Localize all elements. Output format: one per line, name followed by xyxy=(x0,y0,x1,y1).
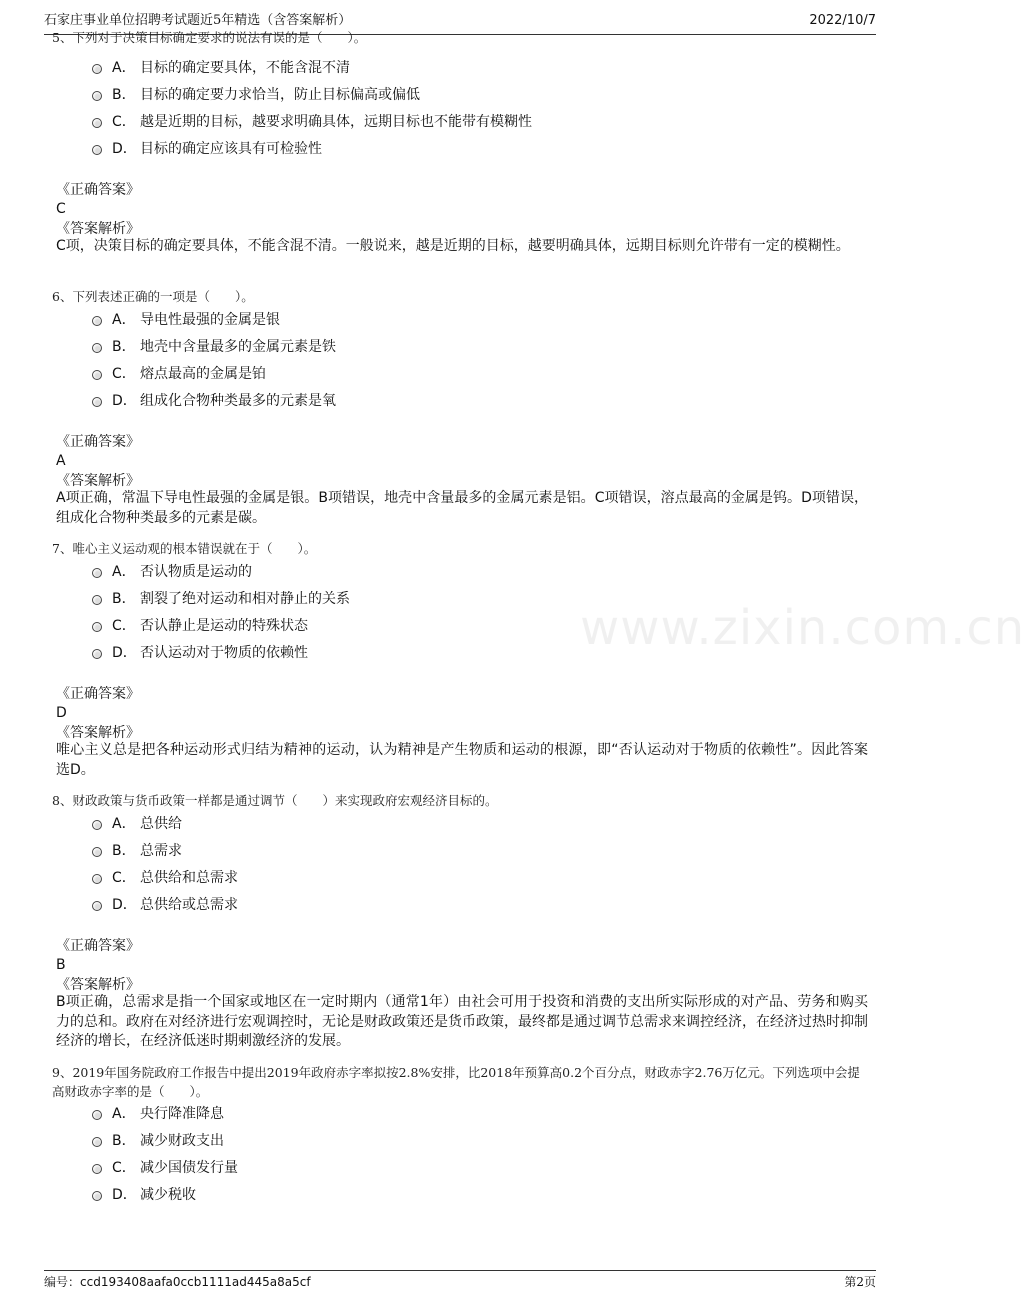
option-d[interactable]: D． 组成化合物种类最多的元素是氧 xyxy=(92,390,336,412)
radio-icon[interactable] xyxy=(92,370,102,380)
option-d[interactable]: D． 总供给或总需求 xyxy=(92,894,238,916)
correct-answer-label: 《正确答案》 xyxy=(56,938,140,954)
analysis-label: 《答案解析》 xyxy=(56,473,140,489)
radio-icon[interactable] xyxy=(92,901,102,911)
radio-icon[interactable] xyxy=(92,1164,102,1174)
option-b[interactable]: B． 目标的确定要力求恰当，防止目标偏高或偏低 xyxy=(92,84,420,106)
radio-icon[interactable] xyxy=(92,91,102,101)
correct-answer-label: 《正确答案》 xyxy=(56,686,140,702)
radio-icon[interactable] xyxy=(92,874,102,884)
answer-explanation: C项，决策目标的确定要具体，不能含混不清。一般说来，越是近期的目标，越要明确具体，远期目标则允许带有一定的模糊性。 xyxy=(56,238,850,254)
correct-answer: C xyxy=(56,201,66,217)
option-c[interactable]: C． 否认静止是运动的特殊状态 xyxy=(92,615,308,637)
document-date: 2022/10/7 xyxy=(809,13,876,28)
radio-icon[interactable] xyxy=(92,1191,102,1201)
option-a[interactable]: A． 央行降准降息 xyxy=(92,1103,224,1125)
radio-icon[interactable] xyxy=(92,1137,102,1147)
question-title: 7、唯心主义运动观的根本错误就在于（ ）。 xyxy=(52,541,317,556)
option-b[interactable]: B． 割裂了绝对运动和相对静止的关系 xyxy=(92,588,350,610)
radio-icon[interactable] xyxy=(92,820,102,830)
analysis-label: 《答案解析》 xyxy=(56,725,140,741)
radio-icon[interactable] xyxy=(92,622,102,632)
correct-answer: D xyxy=(56,705,67,721)
radio-icon[interactable] xyxy=(92,1110,102,1120)
radio-icon[interactable] xyxy=(92,64,102,74)
watermark: www.zixin.com.cn xyxy=(580,600,1025,656)
correct-answer: B xyxy=(56,957,66,973)
question-title: 5、下列对于决策目标确定要求的说法有误的是（ ）。 xyxy=(52,30,367,45)
option-a[interactable]: A． 否认物质是运动的 xyxy=(92,561,252,583)
answer-explanation: 唯心主义总是把各种运动形式归结为精神的运动，认为精神是产生物质和运动的根源，即“否认运动对于物质的依赖性”。因此答案选D。 xyxy=(56,742,868,778)
question-title: 9、2019年国务院政府工作报告中提出2019年政府赤字率拟按2.8%安排，比2018年预算高0.2个百分点，财政赤字2.76万亿元。下列选项中会提高财政赤字率的是（ ）。 xyxy=(52,1065,860,1099)
correct-answer-label: 《正确答案》 xyxy=(56,434,140,450)
option-d[interactable]: D． 目标的确定应该具有可检验性 xyxy=(92,138,322,160)
option-a[interactable]: A． 目标的确定要具体，不能含混不清 xyxy=(92,57,350,79)
option-c[interactable]: C． 熔点最高的金属是铂 xyxy=(92,363,266,385)
correct-answer-label: 《正确答案》 xyxy=(56,182,140,198)
question-title: 6、下列表述正确的一项是（ ）。 xyxy=(52,289,254,304)
option-b[interactable]: B． 地壳中含量最多的金属元素是铁 xyxy=(92,336,336,358)
option-c[interactable]: C． 越是近期的目标，越要求明确具体，远期目标也不能带有模糊性 xyxy=(92,111,532,133)
radio-icon[interactable] xyxy=(92,118,102,128)
radio-icon[interactable] xyxy=(92,343,102,353)
radio-icon[interactable] xyxy=(92,568,102,578)
analysis-label: 《答案解析》 xyxy=(56,221,140,237)
radio-icon[interactable] xyxy=(92,316,102,326)
answer-explanation: A项正确，常温下导电性最强的金属是银。B项错误，地壳中含量最多的金属元素是铝。C项错误，溶点最高的金属是钨。D项错误，组成化合物种类最多的元素是碳。 xyxy=(56,490,868,526)
option-d[interactable]: D． 减少税收 xyxy=(92,1184,196,1206)
question-title: 8、财政政策与货币政策一样都是通过调节（ ）来实现政府宏观经济目标的。 xyxy=(52,793,498,808)
radio-icon[interactable] xyxy=(92,145,102,155)
analysis-label: 《答案解析》 xyxy=(56,977,140,993)
option-c[interactable]: C． 减少国债发行量 xyxy=(92,1157,238,1179)
answer-explanation: B项正确，总需求是指一个国家或地区在一定时期内（通常1年）由社会可用于投资和消费的支出所实际形成的对产品、劳务和购买力的总和。政府在对经济进行宏观调控时，无论是财政政策还是货币政策，最终都是通过调节总需求来调控经济，在经济过热时抑制经济的增长，在经济低迷时期刺激经济的发展。 xyxy=(56,994,868,1049)
option-c[interactable]: C． 总供给和总需求 xyxy=(92,867,238,889)
document-code: 编号：ccd193408aafa0ccb1111ad445a8a5cf xyxy=(44,1275,311,1289)
radio-icon[interactable] xyxy=(92,649,102,659)
document-title: 石家庄事业单位招聘考试题近5年精选（含答案解析） xyxy=(44,13,352,28)
option-b[interactable]: B． 减少财政支出 xyxy=(92,1130,224,1152)
radio-icon[interactable] xyxy=(92,595,102,605)
radio-icon[interactable] xyxy=(92,847,102,857)
option-d[interactable]: D． 否认运动对于物质的依赖性 xyxy=(92,642,308,664)
page-footer xyxy=(44,1270,876,1293)
radio-icon[interactable] xyxy=(92,397,102,407)
page-number: 第2页 xyxy=(844,1275,876,1289)
option-a[interactable]: A． 导电性最强的金属是银 xyxy=(92,309,280,331)
correct-answer: A xyxy=(56,453,66,469)
option-a[interactable]: A． 总供给 xyxy=(92,813,182,835)
option-b[interactable]: B． 总需求 xyxy=(92,840,182,862)
